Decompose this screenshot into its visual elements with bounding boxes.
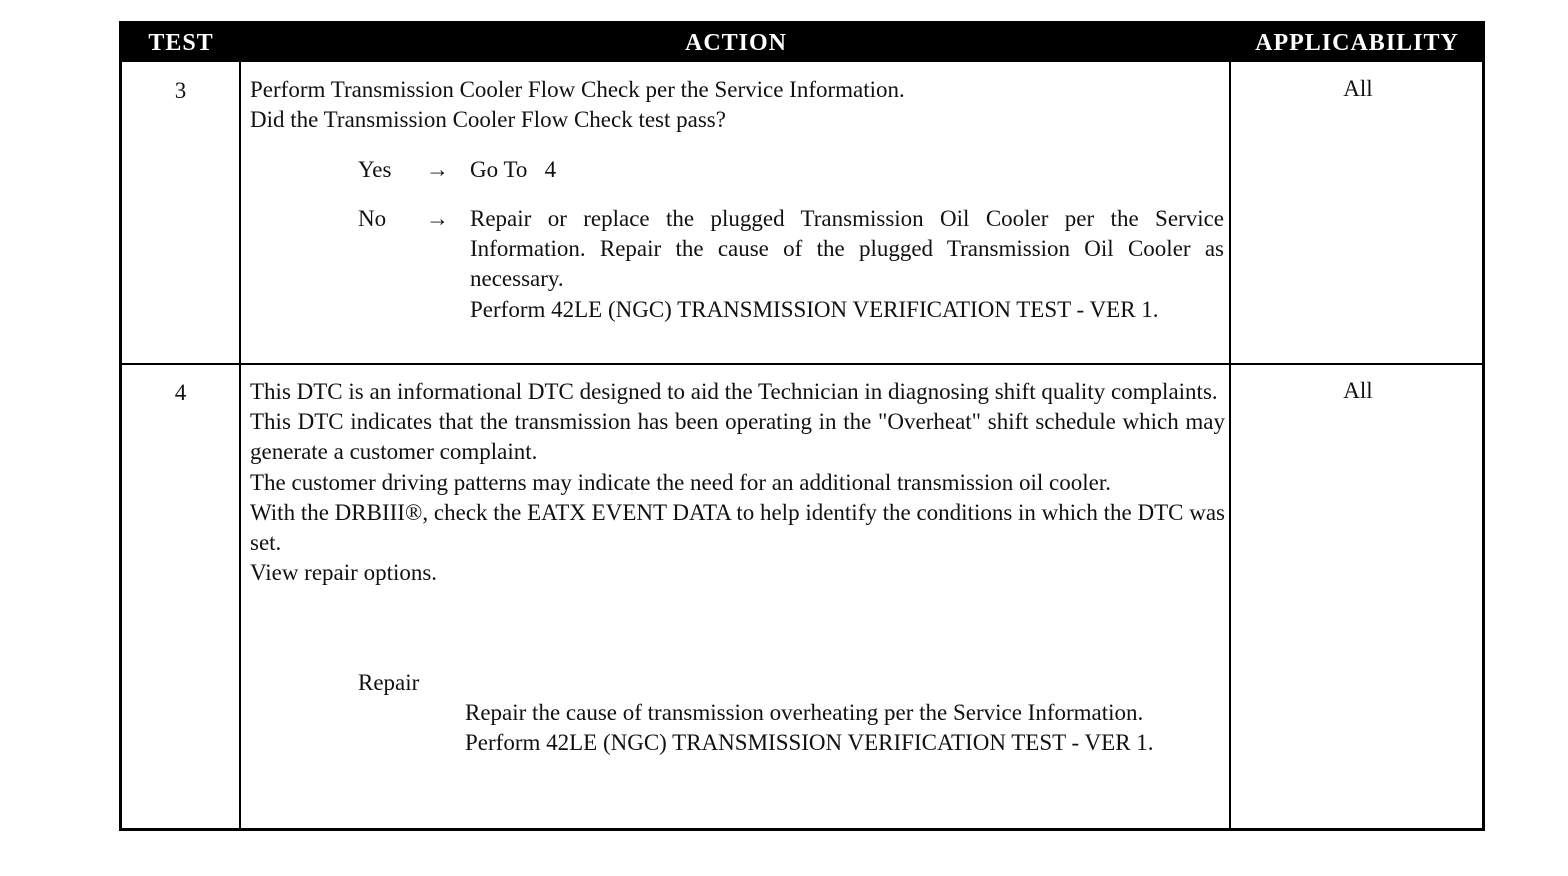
yes-choice xyxy=(358,155,1224,187)
repair-result-text: Repair the cause of transmission overheating per the Service Information. xyxy=(465,700,1144,725)
action-line: Perform Transmission Cooler Flow Check per the Service Information. xyxy=(250,77,905,102)
row-divider xyxy=(122,363,1482,365)
column-divider xyxy=(1229,62,1231,830)
yes-label: Yes xyxy=(358,157,392,182)
action-text xyxy=(250,377,1225,588)
applicability-value: All xyxy=(1343,378,1373,403)
action-text xyxy=(250,75,1225,135)
no-result xyxy=(470,204,1224,325)
repair-result xyxy=(465,698,1223,758)
arrow-icon: → xyxy=(426,206,449,231)
yes-result: Go To 4 xyxy=(470,157,557,182)
repair-result-perform: Perform 42LE (NGC) TRANSMISSION VERIFICATION TEST - VER 1. xyxy=(465,730,1154,756)
repair-label: Repair xyxy=(358,670,420,695)
no-result-perform: Perform 42LE (NGC) TRANSMISSION VERIFICATION TEST - VER 1. xyxy=(470,296,1159,322)
action-line: With the DRBIII®, check the EATX EVENT DATA to help identify the conditions in which the DTC was set. xyxy=(250,499,1225,556)
column-divider xyxy=(239,62,241,830)
action-line: View repair options. xyxy=(250,560,438,586)
action-line: This DTC indicates that the transmission has been operating in the "Overheat" shift schedule which may generate a customer complaint. xyxy=(250,409,1225,465)
action-line: The customer driving patterns may indicate the need for an additional transmission oil cooler. xyxy=(250,469,1111,495)
applicability-value: All xyxy=(1343,76,1373,101)
no-result-text: Repair or replace the plugged Transmission Oil Cooler per the Service Information. Repair the cause of the plugged Transmission Oil Cooler as necessary. xyxy=(470,206,1224,292)
diagnostic-test-table xyxy=(119,21,1485,831)
header-action: ACTION xyxy=(684,30,787,56)
no-label: No xyxy=(358,206,387,231)
action-line: Did the Transmission Cooler Flow Check test pass? xyxy=(250,107,726,133)
no-choice xyxy=(358,204,1224,354)
action-line: This DTC is an informational DTC designed to aid the Technician in diagnosing shift quality complaints. xyxy=(250,379,1218,404)
table-header xyxy=(122,24,1482,62)
test-number: 4 xyxy=(174,380,187,405)
header-applicability: APPLICABILITY xyxy=(1255,30,1459,56)
header-test: TEST xyxy=(148,30,214,56)
test-number: 3 xyxy=(174,78,187,103)
arrow-icon: → xyxy=(426,157,449,182)
